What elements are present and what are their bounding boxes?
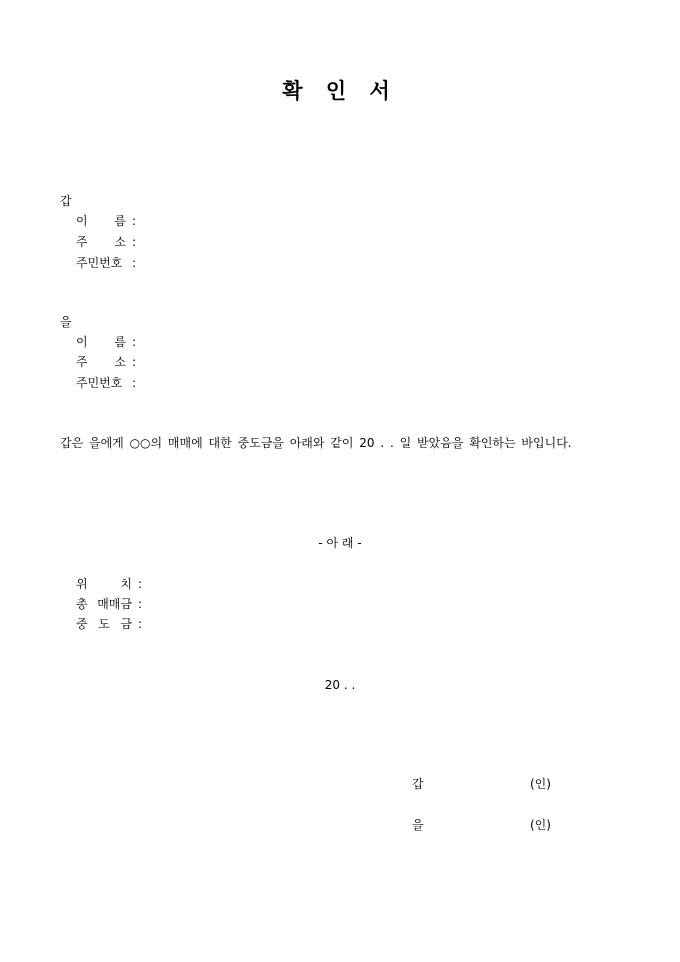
party-a-address-colon: : [132,235,137,249]
party-a-id-colon: : [132,256,137,270]
document-title: 확 인 서 [282,78,398,103]
party-a-name-colon: : [132,214,137,228]
party-b-id-label: 주민번호 [76,376,123,390]
total-price-label: 총 매매금 [76,597,132,611]
party-a-label: 갑 [60,194,72,208]
party-b-name-label: 이 름 [76,335,126,349]
party-a-id-label: 주민번호 [76,256,123,270]
seal-party-a: (인) [530,777,551,791]
signature-party-b: 을 [412,818,424,832]
party-b-address-label: 주 소 [76,355,126,369]
party-b-address-colon: : [132,355,137,369]
seal-party-b: (인) [530,818,551,832]
party-a-name-label: 이 름 [76,214,126,228]
interim-payment-label: 중 도 금 [76,617,132,631]
below-heading: - 아 래 - [318,536,362,550]
document-date: 20 . . [324,678,356,692]
confirmation-statement: 갑은 을에게 ○○의 매매에 대한 중도금을 아래와 같이 20 . . 일 받았음을 확인하는 바입니다. [60,436,572,450]
interim-payment-colon: : [138,617,143,631]
party-b-name-colon: : [132,335,137,349]
location-label: 위 치 [76,577,132,591]
party-b-id-colon: : [132,376,137,390]
party-a-address-label: 주 소 [76,235,126,249]
signature-party-a: 갑 [412,777,424,791]
location-colon: : [138,577,143,591]
total-price-colon: : [138,597,143,611]
party-b-label: 을 [60,315,72,329]
